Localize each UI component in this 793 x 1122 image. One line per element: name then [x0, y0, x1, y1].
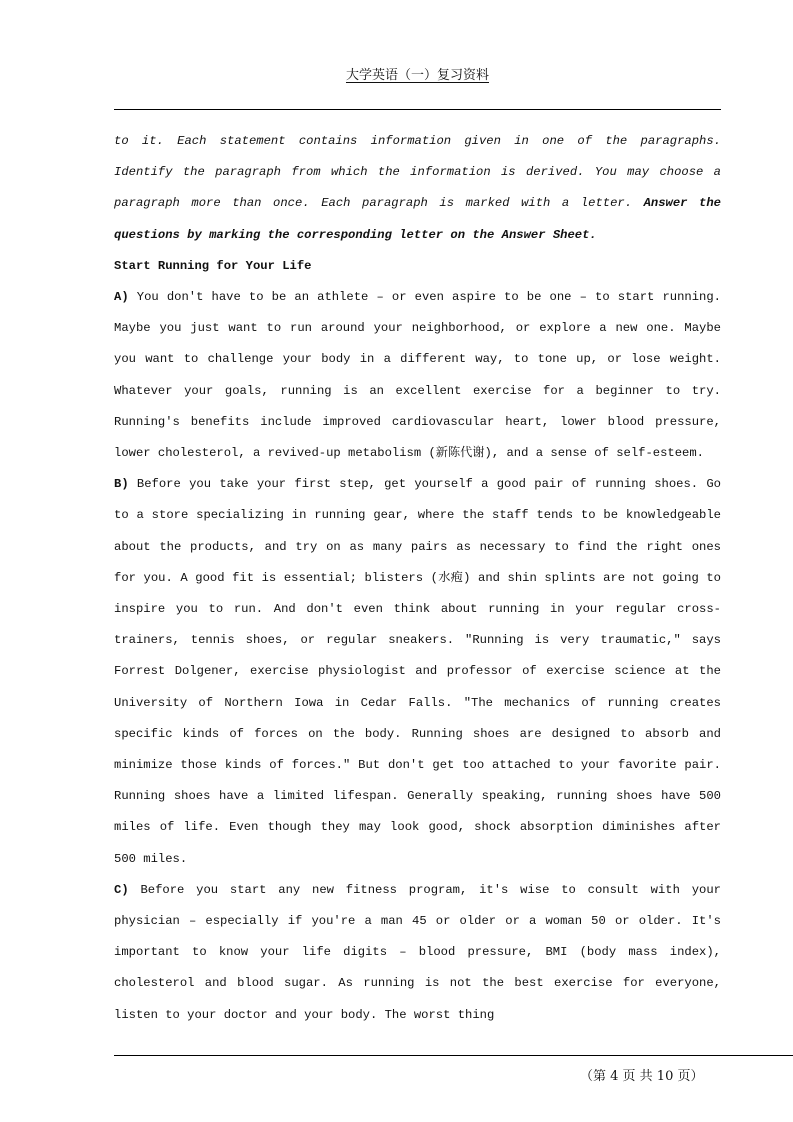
article-title: Start Running for Your Life — [114, 258, 312, 273]
instructions-emphasis: Answer the questions by marking the corresponding letter on the Answer Sheet. — [114, 196, 721, 242]
paragraph-b — [114, 469, 721, 875]
page-header-title: 大学英语（一）复习资料 — [345, 68, 489, 83]
page-content — [114, 126, 721, 1031]
paragraph-c — [114, 875, 721, 1031]
paragraph-text: Before you take your first step, get yourself a good pair of running shoes. Go to a store specializing in running gear, where the staff tends to be knowledgeable about the products, and try on as many pairs as necessary to find the right ones for you. A good fit is essential; blisters (水疱) and shin splints are not going to inspire you to run. And don't even think about running in your regular cross-trainers, tennis shoes, or regular sneakers. "Running is very traumatic," says Forrest Dolgener, exercise physiologist and professor of exercise science at the University of Northern Iowa in Cedar Falls. "The mechanics of running creates specific kinds of forces on the body. Running shoes are designed to absorb and minimize those kinds of forces." But don't get too attached to your favorite pair. Running shoes have a limited lifespan. Generally speaking, running shoes have 500 miles of life. Even though they may look good, shock absorption diminishes after 500 miles. — [114, 477, 721, 866]
header-divider — [114, 109, 721, 110]
instructions-paragraph — [114, 126, 721, 251]
paragraph-label: C) — [114, 882, 129, 897]
paragraph-text: Before you start any new fitness program, it's wise to consult with your physician – especially if you're a man 45 or older or a woman 50 or older. It's important to know your life digits – blood pressure, BMI (body mass index), cholesterol and blood sugar. As running is not the best exercise for everyone, listen to your doctor and your body. The worst thing — [114, 882, 721, 1022]
instructions-text: to it. Each statement contains information given in one of the paragraphs. Identify the paragraph from which the information is derived. You may choose a paragraph more than once. Each paragraph is marked with a letter. — [114, 134, 721, 211]
page-number: （第 4 页 共 10 页） — [580, 1069, 704, 1084]
paragraph-label: A) — [114, 290, 129, 305]
paragraph-label: B) — [114, 477, 129, 492]
paragraph-a — [114, 282, 721, 469]
paragraph-text: You don't have to be an athlete – or even aspire to be one – to start running. Maybe you just want to run around your neighborhood, or explore a new one. Maybe you want to challenge your body in a different way, to tone up, or lose weight. Whatever your goals, running is an excellent exercise for a beginner to try. Running's benefits include improved cardiovascular heart, lower blood pressure, lower cholesterol, a revived-up metabolism (新陈代谢), and a sense of self-esteem. — [114, 290, 721, 461]
footer-divider — [114, 1055, 793, 1056]
